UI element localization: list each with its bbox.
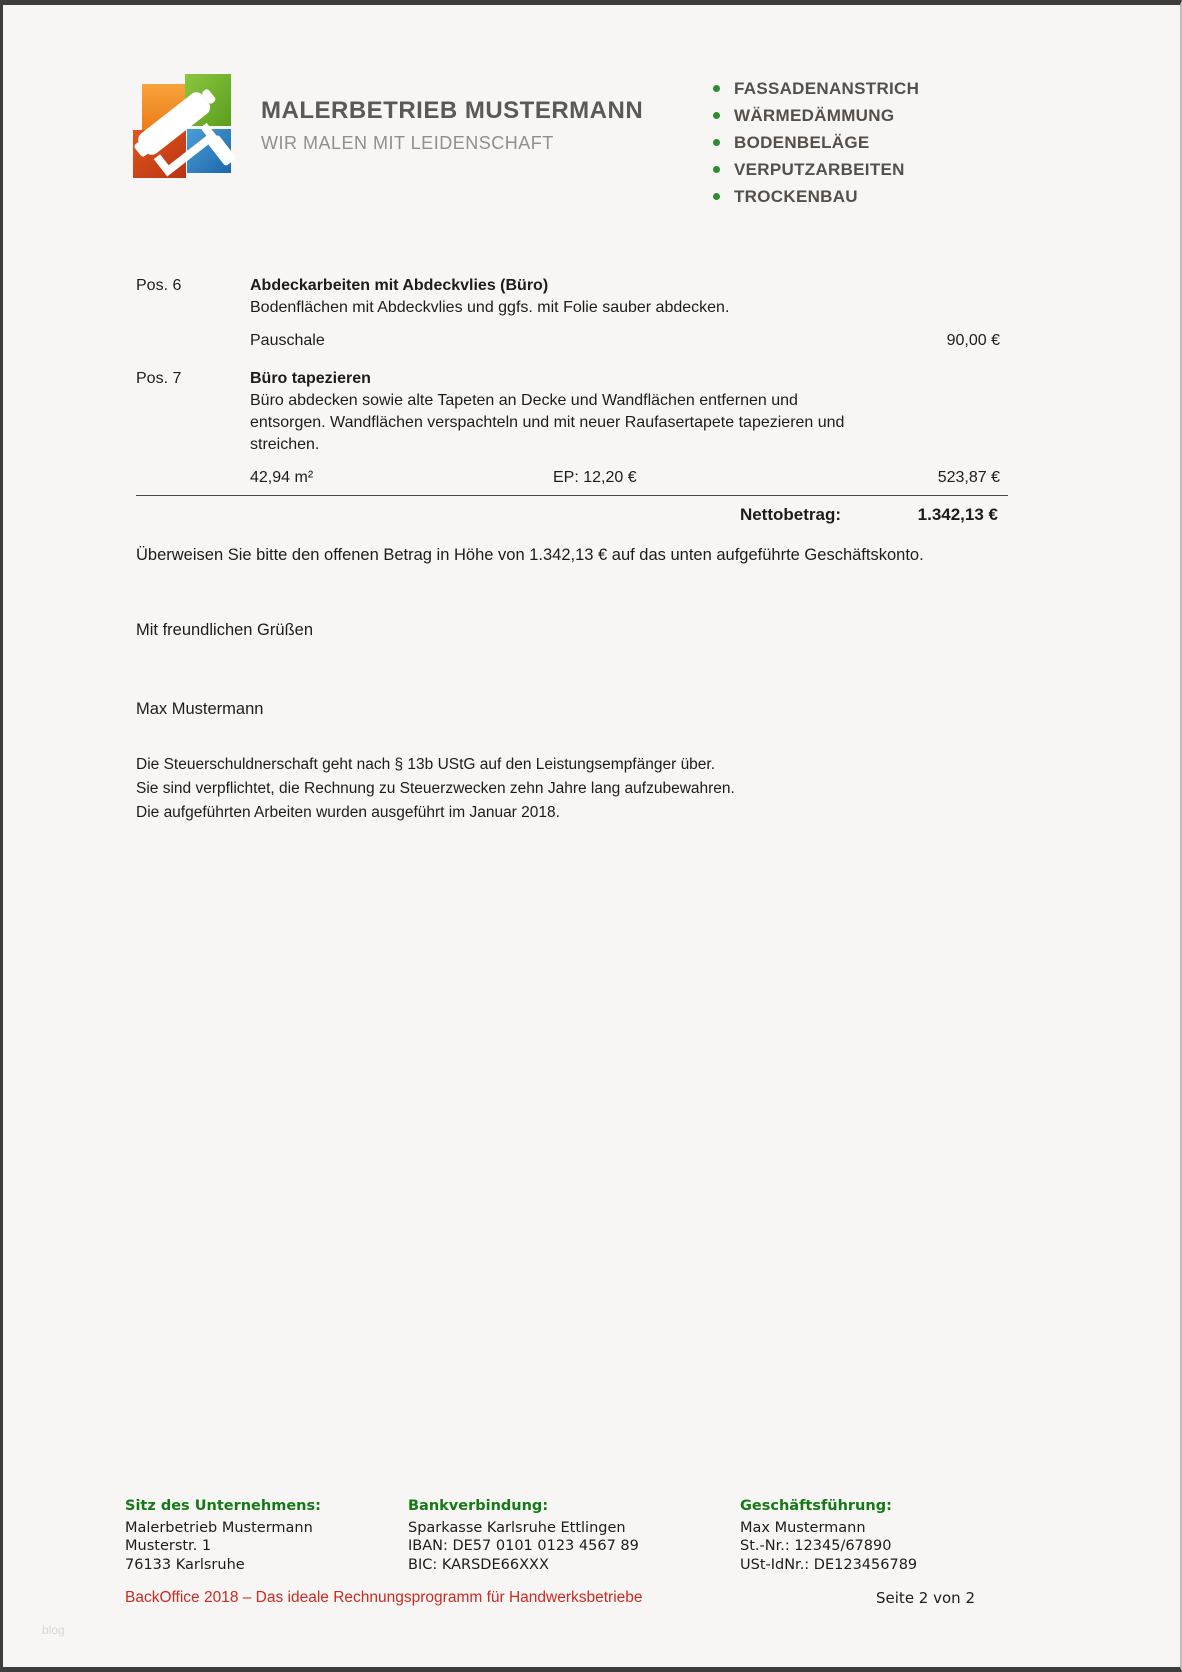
services-list <box>713 75 919 210</box>
item-description: Büro abdecken sowie alte Tapeten an Decke und Wandflächen entfernen und entsorgen. Wandflächen verspachteln und mit neuer Raufasertapete tapezieren und streichen. <box>250 392 845 453</box>
footer-management-line: USt-IdNr.: DE123456789 <box>740 1556 918 1573</box>
service-item <box>713 156 919 183</box>
bullet-icon <box>713 85 720 92</box>
footer-bank-column <box>408 1497 639 1574</box>
invoice-item-6 <box>136 275 1008 352</box>
legal-note-line: Die Steuerschuldnerschaft geht nach § 13b UStG auf den Leistungsempfänger über. <box>136 756 716 773</box>
page-number: Seite 2 von 2 <box>876 1589 975 1607</box>
footer-company-line: 76133 Karlsruhe <box>125 1556 245 1573</box>
legal-notes <box>136 753 735 825</box>
service-item <box>713 129 919 156</box>
footer-company-line: Malerbetrieb Mustermann <box>125 1519 313 1536</box>
service-label: BODENBELÄGE <box>734 132 870 152</box>
item-body <box>250 368 1008 489</box>
legal-note-line: Die aufgeführten Arbeiten wurden ausgeführt im Januar 2018. <box>136 804 560 821</box>
footer-bank-line: Sparkasse Karlsruhe Ettlingen <box>408 1519 626 1536</box>
footer-bank-line: IBAN: DE57 0101 0123 4567 89 <box>408 1538 639 1554</box>
item-amount: 90,00 € <box>946 332 1000 349</box>
footer-management-heading: Geschäftsführung: <box>740 1498 892 1514</box>
service-label: VERPUTZARBEITEN <box>734 159 905 179</box>
bullet-icon <box>713 112 720 119</box>
item-body <box>250 275 1008 352</box>
blog-watermark: blog <box>42 1623 65 1637</box>
footer-management-line: Max Mustermann <box>740 1519 866 1536</box>
signature-name: Max Mustermann <box>136 700 264 718</box>
item-position: Pos. 7 <box>136 370 182 387</box>
footer-bank-line: BIC: KARSDE66XXX <box>408 1556 549 1573</box>
closing-salutation: Mit freundlichen Grüßen <box>136 621 313 639</box>
bullet-icon <box>713 166 720 173</box>
footer-management-column <box>740 1497 917 1574</box>
net-total-row <box>136 504 1008 528</box>
legal-note-line: Sie sind verpflichtet, die Rechnung zu Steuerzwecken zehn Jahre lang aufzubewahren. <box>136 780 735 797</box>
footer-company-heading: Sitz des Unternehmens: <box>125 1498 321 1514</box>
item-amount: 523,87 € <box>937 469 1000 486</box>
company-name: MALERBETRIEB MUSTERMANN <box>261 97 644 124</box>
invoice-item-7 <box>136 368 1008 489</box>
item-description: Bodenflächen mit Abdeckvlies und ggfs. mit Folie sauber abdecken. <box>250 299 730 316</box>
service-item <box>713 102 919 129</box>
footer-bank-heading: Bankverbindung: <box>408 1498 549 1514</box>
service-item <box>713 183 919 210</box>
bullet-icon <box>713 193 720 200</box>
company-tagline: WIR MALEN MIT LEIDENSCHAFT <box>261 133 554 153</box>
net-total-label: Nettobetrag: <box>739 505 841 524</box>
service-label: WÄRMEDÄMMUNG <box>734 105 895 125</box>
footer-company-line: Musterstr. 1 <box>125 1538 212 1554</box>
item-unit-price: EP: 12,20 € <box>553 469 637 486</box>
item-position: Pos. 6 <box>136 277 182 294</box>
item-quantity: Pauschale <box>250 332 325 349</box>
item-amount-row <box>250 330 1008 352</box>
net-total-value: 1.342,13 € <box>917 505 998 524</box>
invoice-items <box>136 275 1008 528</box>
service-label: FASSADENANSTRICH <box>734 78 920 98</box>
item-amount-row <box>250 467 1008 489</box>
brand-block <box>261 97 643 154</box>
footer-management-line: St.-Nr.: 12345/67890 <box>740 1538 892 1554</box>
item-title: Abdeckarbeiten mit Abdeckvlies (Büro) <box>250 277 549 294</box>
software-branding-line: BackOffice 2018 – Das ideale Rechnungsprogramm für Handwerksbetriebe <box>125 1589 643 1606</box>
item-quantity: 42,94 m² <box>250 469 314 486</box>
footer-company-column <box>125 1497 321 1574</box>
company-logo <box>125 70 245 192</box>
bullet-icon <box>713 139 720 146</box>
payment-instruction: Überweisen Sie bitte den offenen Betrag in Höhe von 1.342,13 € auf das unten aufgeführte Geschäftskonto. <box>136 546 924 564</box>
paint-roller-logo-icon <box>125 70 245 192</box>
totals-divider <box>136 495 1008 496</box>
service-label: TROCKENBAU <box>734 186 858 206</box>
service-item <box>713 75 919 102</box>
item-title: Büro tapezieren <box>250 370 371 387</box>
